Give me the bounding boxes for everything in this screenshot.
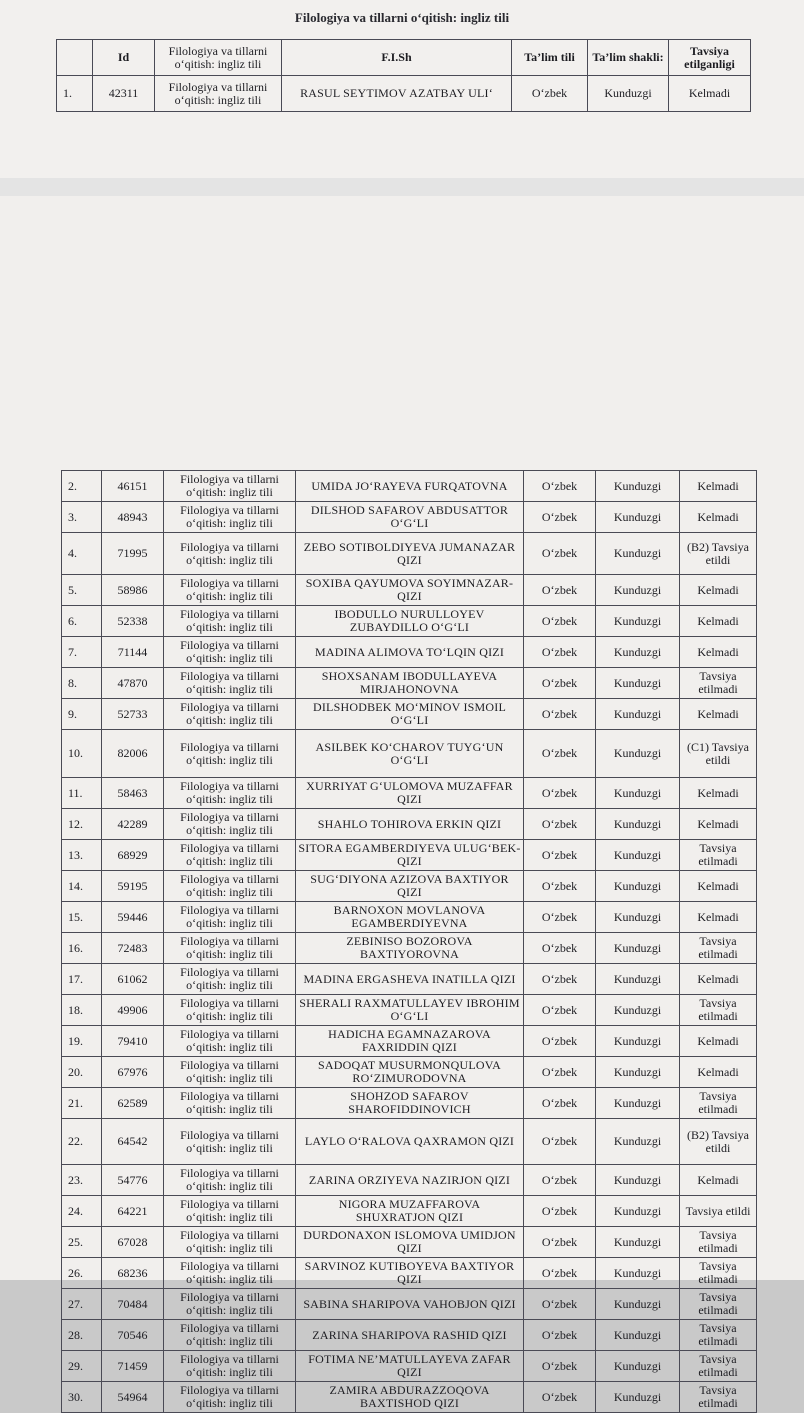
row-specialty: Filologiya va tillarni o‘qitish: ingliz tili	[164, 575, 296, 606]
row-id: 72483	[102, 933, 164, 964]
row-full-name: LAYLO O‘RALOVA QAXRAMON QIZI	[296, 1119, 524, 1165]
results-table-page-two	[61, 470, 757, 1413]
row-recommendation: Kelmadi	[680, 575, 757, 606]
table-row	[62, 840, 757, 871]
header-recommendation: Tavsiya etilganligi	[669, 40, 751, 76]
row-language: O‘zbek	[524, 1258, 596, 1289]
row-specialty: Filologiya va tillarni o‘qitish: ingliz tili	[164, 1119, 296, 1165]
row-language: O‘zbek	[524, 809, 596, 840]
table-row	[62, 471, 757, 502]
row-id: 70484	[102, 1289, 164, 1320]
row-recommendation: Kelmadi	[680, 606, 757, 637]
row-number: 17.	[62, 964, 102, 995]
row-specialty: Filologiya va tillarni o‘qitish: ingliz tili	[164, 533, 296, 575]
row-recommendation: (B2) Tavsiya etildi	[680, 1119, 757, 1165]
row-full-name: BARNOXON MOVLANOVA EGAMBERDIYEVNA	[296, 902, 524, 933]
row-id: 70546	[102, 1320, 164, 1351]
row-id: 52733	[102, 699, 164, 730]
row-full-name: SABINA SHARIPOVA VAHOBJON QIZI	[296, 1289, 524, 1320]
row-recommendation: Kelmadi	[680, 1057, 757, 1088]
row-language: O‘zbek	[524, 1119, 596, 1165]
row-study-form: Kunduzgi	[596, 1165, 680, 1196]
table-row	[62, 1258, 757, 1289]
row-full-name: ZARINA SHARIPOVA RASHID QIZI	[296, 1320, 524, 1351]
row-recommendation: (B2) Tavsiya etildi	[680, 533, 757, 575]
table-row	[62, 502, 757, 533]
row-study-form: Kunduzgi	[596, 1227, 680, 1258]
table-row	[62, 1320, 757, 1351]
row-study-form: Kunduzgi	[596, 1258, 680, 1289]
row-number: 14.	[62, 871, 102, 902]
row-specialty: Filologiya va tillarni o‘qitish: ingliz tili	[164, 699, 296, 730]
row-id: 71995	[102, 533, 164, 575]
row-language: O‘zbek	[524, 730, 596, 778]
row-recommendation: Kelmadi	[669, 76, 751, 112]
row-full-name: SUG‘DIYONA AZIZOVA BAXTIYOR QIZI	[296, 871, 524, 902]
row-recommendation: Tavsiya etilmadi	[680, 933, 757, 964]
table-row	[62, 809, 757, 840]
row-id: 71459	[102, 1351, 164, 1382]
table-row	[62, 699, 757, 730]
row-full-name: SITORA EGAMBERDIYEVA ULUG‘BEK-QIZI	[296, 840, 524, 871]
row-study-form: Kunduzgi	[596, 964, 680, 995]
row-id: 62589	[102, 1088, 164, 1119]
row-id: 52338	[102, 606, 164, 637]
row-full-name: SADOQAT MUSURMONQULOVA RO‘ZIMURODOVNA	[296, 1057, 524, 1088]
table-row	[62, 575, 757, 606]
row-specialty: Filologiya va tillarni o‘qitish: ingliz tili	[164, 871, 296, 902]
row-id: 79410	[102, 1026, 164, 1057]
row-recommendation: Kelmadi	[680, 1026, 757, 1057]
row-language: O‘zbek	[524, 964, 596, 995]
row-recommendation: Tavsiya etilmadi	[680, 1088, 757, 1119]
row-full-name: ZEBO SOTIBOLDIYEVA JUMANAZAR QIZI	[296, 533, 524, 575]
row-id: 49906	[102, 995, 164, 1026]
row-study-form: Kunduzgi	[596, 471, 680, 502]
row-study-form: Kunduzgi	[596, 778, 680, 809]
row-full-name: MADINA ERGASHEVA INATILLA QIZI	[296, 964, 524, 995]
row-id: 68929	[102, 840, 164, 871]
row-number: 27.	[62, 1289, 102, 1320]
row-number: 20.	[62, 1057, 102, 1088]
row-language: O‘zbek	[524, 575, 596, 606]
row-specialty: Filologiya va tillarni o‘qitish: ingliz tili	[164, 1227, 296, 1258]
row-number: 12.	[62, 809, 102, 840]
row-recommendation: Kelmadi	[680, 1165, 757, 1196]
row-study-form: Kunduzgi	[596, 1088, 680, 1119]
row-specialty: Filologiya va tillarni o‘qitish: ingliz tili	[164, 730, 296, 778]
row-language: O‘zbek	[524, 1351, 596, 1382]
table-row	[62, 871, 757, 902]
row-full-name: NIGORA MUZAFFAROVA SHUXRATJON QIZI	[296, 1196, 524, 1227]
row-number: 26.	[62, 1258, 102, 1289]
row-specialty: Filologiya va tillarni o‘qitish: ingliz tili	[164, 809, 296, 840]
row-specialty: Filologiya va tillarni o‘qitish: ingliz tili	[164, 502, 296, 533]
row-number: 22.	[62, 1119, 102, 1165]
row-id: 61062	[102, 964, 164, 995]
row-language: O‘zbek	[524, 902, 596, 933]
row-recommendation: Tavsiya etilmadi	[680, 995, 757, 1026]
row-recommendation: Kelmadi	[680, 637, 757, 668]
row-recommendation: Tavsiya etilmadi	[680, 1227, 757, 1258]
results-table-page-one	[56, 39, 751, 112]
row-study-form: Kunduzgi	[596, 1382, 680, 1413]
row-specialty: Filologiya va tillarni o‘qitish: ingliz tili	[155, 76, 282, 112]
row-number: 21.	[62, 1088, 102, 1119]
row-number: 8.	[62, 668, 102, 699]
page-two	[0, 196, 804, 1410]
table-row	[62, 606, 757, 637]
row-specialty: Filologiya va tillarni o‘qitish: ingliz tili	[164, 1320, 296, 1351]
row-id: 48943	[102, 502, 164, 533]
row-recommendation: Tavsiya etilmadi	[680, 840, 757, 871]
row-study-form: Kunduzgi	[588, 76, 669, 112]
row-language: O‘zbek	[524, 1289, 596, 1320]
row-language: O‘zbek	[524, 1026, 596, 1057]
table-row	[62, 778, 757, 809]
row-full-name: DILSHOD SAFAROV ABDUSATTOR O‘G‘LI	[296, 502, 524, 533]
header-full-name: F.I.Sh	[282, 40, 512, 76]
row-recommendation: Tavsiya etilmadi	[680, 1382, 757, 1413]
row-id: 67976	[102, 1057, 164, 1088]
row-language: O‘zbek	[524, 699, 596, 730]
document-title: Filologiya va tillarni o‘qitish: ingliz tili	[294, 10, 510, 25]
row-id: 54776	[102, 1165, 164, 1196]
row-study-form: Kunduzgi	[596, 1289, 680, 1320]
row-id: 58986	[102, 575, 164, 606]
row-number: 3.	[62, 502, 102, 533]
row-number: 2.	[62, 471, 102, 502]
row-id: 54964	[102, 1382, 164, 1413]
table-row	[62, 1351, 757, 1382]
row-specialty: Filologiya va tillarni o‘qitish: ingliz tili	[164, 1165, 296, 1196]
row-number: 24.	[62, 1196, 102, 1227]
row-language: O‘zbek	[512, 76, 588, 112]
row-id: 47870	[102, 668, 164, 699]
table-row	[62, 668, 757, 699]
row-specialty: Filologiya va tillarni o‘qitish: ingliz tili	[164, 1289, 296, 1320]
row-recommendation: Tavsiya etilmadi	[680, 1289, 757, 1320]
row-full-name: FOTIMA NE’MATULLAYEVA ZAFAR QIZI	[296, 1351, 524, 1382]
row-language: O‘zbek	[524, 995, 596, 1026]
table-row	[57, 76, 751, 112]
row-study-form: Kunduzgi	[596, 730, 680, 778]
table-row	[62, 637, 757, 668]
row-recommendation: Tavsiya etilmadi	[680, 1258, 757, 1289]
row-number: 10.	[62, 730, 102, 778]
row-number: 18.	[62, 995, 102, 1026]
table-row	[62, 933, 757, 964]
row-full-name: ZAMIRA ABDURAZZOQOVA BAXTISHOD QIZI	[296, 1382, 524, 1413]
row-specialty: Filologiya va tillarni o‘qitish: ingliz tili	[164, 964, 296, 995]
row-specialty: Filologiya va tillarni o‘qitish: ingliz tili	[164, 995, 296, 1026]
header-specialty: Filologiya va tillarni o‘qitish: ingliz tili	[155, 40, 282, 76]
row-study-form: Kunduzgi	[596, 1119, 680, 1165]
header-language: Ta’lim tili	[512, 40, 588, 76]
row-recommendation: Tavsiya etilmadi	[680, 668, 757, 699]
row-full-name: IBODULLO NURULLOYEV ZUBAYDILLO O‘G‘LI	[296, 606, 524, 637]
row-specialty: Filologiya va tillarni o‘qitish: ingliz tili	[164, 1351, 296, 1382]
row-number: 4.	[62, 533, 102, 575]
row-study-form: Kunduzgi	[596, 933, 680, 964]
row-language: O‘zbek	[524, 1057, 596, 1088]
row-language: O‘zbek	[524, 471, 596, 502]
table-row	[62, 1227, 757, 1258]
row-full-name: SARVINOZ KUTIBOYEVA BAXTIYOR QIZI	[296, 1258, 524, 1289]
row-specialty: Filologiya va tillarni o‘qitish: ingliz tili	[164, 902, 296, 933]
row-language: O‘zbek	[524, 1382, 596, 1413]
table-row	[62, 730, 757, 778]
row-number: 16.	[62, 933, 102, 964]
row-number: 30.	[62, 1382, 102, 1413]
row-language: O‘zbek	[524, 668, 596, 699]
row-recommendation: Kelmadi	[680, 471, 757, 502]
row-study-form: Kunduzgi	[596, 1351, 680, 1382]
row-id: 59195	[102, 871, 164, 902]
row-study-form: Kunduzgi	[596, 699, 680, 730]
row-study-form: Kunduzgi	[596, 995, 680, 1026]
table-row	[62, 902, 757, 933]
row-specialty: Filologiya va tillarni o‘qitish: ingliz tili	[164, 1057, 296, 1088]
row-specialty: Filologiya va tillarni o‘qitish: ingliz tili	[164, 778, 296, 809]
table-row	[62, 1165, 757, 1196]
table-row	[62, 533, 757, 575]
row-full-name: XURRIYAT G‘ULOMOVA MUZAFFAR QIZI	[296, 778, 524, 809]
row-language: O‘zbek	[524, 840, 596, 871]
row-study-form: Kunduzgi	[596, 668, 680, 699]
row-language: O‘zbek	[524, 1320, 596, 1351]
table-row	[62, 964, 757, 995]
row-full-name: SOXIBA QAYUMOVA SOYIMNAZAR-QIZI	[296, 575, 524, 606]
row-study-form: Kunduzgi	[596, 902, 680, 933]
row-language: O‘zbek	[524, 933, 596, 964]
row-recommendation: Tavsiya etilmadi	[680, 1320, 757, 1351]
row-study-form: Kunduzgi	[596, 637, 680, 668]
table-row	[62, 1026, 757, 1057]
table-row	[62, 1119, 757, 1165]
row-full-name: SHERALI RAXMATULLAYEV IBROHIM O‘G‘LI	[296, 995, 524, 1026]
row-recommendation: Kelmadi	[680, 964, 757, 995]
row-id: 46151	[102, 471, 164, 502]
row-recommendation: Kelmadi	[680, 778, 757, 809]
row-specialty: Filologiya va tillarni o‘qitish: ingliz tili	[164, 1026, 296, 1057]
row-language: O‘zbek	[524, 1227, 596, 1258]
row-id: 58463	[102, 778, 164, 809]
row-study-form: Kunduzgi	[596, 840, 680, 871]
row-recommendation: Kelmadi	[680, 902, 757, 933]
table-row	[62, 1057, 757, 1088]
row-id: 64542	[102, 1119, 164, 1165]
table-header-row	[57, 40, 751, 76]
row-recommendation: Kelmadi	[680, 809, 757, 840]
row-specialty: Filologiya va tillarni o‘qitish: ingliz tili	[164, 1196, 296, 1227]
row-specialty: Filologiya va tillarni o‘qitish: ingliz tili	[164, 637, 296, 668]
row-full-name: HADICHA EGAMNAZAROVA FAXRIDDIN QIZI	[296, 1026, 524, 1057]
row-number: 23.	[62, 1165, 102, 1196]
row-id: 64221	[102, 1196, 164, 1227]
row-number: 1.	[57, 76, 93, 112]
row-full-name: DURDONAXON ISLOMOVA UMIDJON QIZI	[296, 1227, 524, 1258]
row-number: 9.	[62, 699, 102, 730]
row-recommendation: Tavsiya etilmadi	[680, 1351, 757, 1382]
row-language: O‘zbek	[524, 778, 596, 809]
row-recommendation: Kelmadi	[680, 871, 757, 902]
row-number: 7.	[62, 637, 102, 668]
row-id: 59446	[102, 902, 164, 933]
row-study-form: Kunduzgi	[596, 606, 680, 637]
row-study-form: Kunduzgi	[596, 1057, 680, 1088]
row-recommendation: Kelmadi	[680, 502, 757, 533]
row-full-name: RASUL SEYTIMOV AZATBAY ULI‘	[282, 76, 512, 112]
row-id: 42289	[102, 809, 164, 840]
row-language: O‘zbek	[524, 871, 596, 902]
row-id: 68236	[102, 1258, 164, 1289]
row-number: 25.	[62, 1227, 102, 1258]
row-language: O‘zbek	[524, 533, 596, 575]
table-row	[62, 1088, 757, 1119]
row-full-name: ZARINA ORZIYEVA NAZIRJON QIZI	[296, 1165, 524, 1196]
row-full-name: ASILBEK KO‘CHAROV TUYG‘UN O‘G‘LI	[296, 730, 524, 778]
row-language: O‘zbek	[524, 637, 596, 668]
table-row	[62, 1196, 757, 1227]
row-number: 15.	[62, 902, 102, 933]
row-number: 13.	[62, 840, 102, 871]
row-number: 29.	[62, 1351, 102, 1382]
row-study-form: Kunduzgi	[596, 575, 680, 606]
header-id: Id	[93, 40, 155, 76]
row-language: O‘zbek	[524, 1088, 596, 1119]
row-study-form: Kunduzgi	[596, 871, 680, 902]
row-study-form: Kunduzgi	[596, 809, 680, 840]
row-number: 11.	[62, 778, 102, 809]
row-language: O‘zbek	[524, 1165, 596, 1196]
row-specialty: Filologiya va tillarni o‘qitish: ingliz tili	[164, 840, 296, 871]
row-study-form: Kunduzgi	[596, 1026, 680, 1057]
row-specialty: Filologiya va tillarni o‘qitish: ingliz tili	[164, 471, 296, 502]
row-specialty: Filologiya va tillarni o‘qitish: ingliz tili	[164, 1258, 296, 1289]
row-full-name: DILSHODBEK MO‘MINOV ISMOIL O‘G‘LI	[296, 699, 524, 730]
table-row	[62, 995, 757, 1026]
row-full-name: UMIDA JO‘RAYEVA FURQATOVNA	[296, 471, 524, 502]
row-specialty: Filologiya va tillarni o‘qitish: ingliz tili	[164, 1088, 296, 1119]
row-recommendation: Tavsiya etildi	[680, 1196, 757, 1227]
row-id: 67028	[102, 1227, 164, 1258]
row-id: 82006	[102, 730, 164, 778]
row-number: 28.	[62, 1320, 102, 1351]
row-specialty: Filologiya va tillarni o‘qitish: ingliz tili	[164, 933, 296, 964]
row-specialty: Filologiya va tillarni o‘qitish: ingliz tili	[164, 668, 296, 699]
row-full-name: SHOHZOD SAFAROV SHAROFIDDINOVICH	[296, 1088, 524, 1119]
row-study-form: Kunduzgi	[596, 1320, 680, 1351]
row-recommendation: (C1) Tavsiya etildi	[680, 730, 757, 778]
header-number	[57, 40, 93, 76]
row-full-name: MADINA ALIMOVA TO‘LQIN QIZI	[296, 637, 524, 668]
row-number: 6.	[62, 606, 102, 637]
row-id: 71144	[102, 637, 164, 668]
row-number: 5.	[62, 575, 102, 606]
table-row	[62, 1289, 757, 1320]
row-language: O‘zbek	[524, 1196, 596, 1227]
row-study-form: Kunduzgi	[596, 502, 680, 533]
row-recommendation: Kelmadi	[680, 699, 757, 730]
table-row	[62, 1382, 757, 1413]
row-language: O‘zbek	[524, 502, 596, 533]
row-language: O‘zbek	[524, 606, 596, 637]
page-separator	[0, 178, 804, 196]
page-one	[0, 0, 804, 178]
header-study-form: Ta’lim shakli:	[588, 40, 669, 76]
row-full-name: SHOXSANAM IBODULLAYEVA MIRJAHONOVNA	[296, 668, 524, 699]
row-id: 42311	[93, 76, 155, 112]
row-number: 19.	[62, 1026, 102, 1057]
row-study-form: Kunduzgi	[596, 1196, 680, 1227]
row-study-form: Kunduzgi	[596, 533, 680, 575]
row-specialty: Filologiya va tillarni o‘qitish: ingliz tili	[164, 1382, 296, 1413]
row-full-name: SHAHLO TOHIROVA ERKIN QIZI	[296, 809, 524, 840]
row-specialty: Filologiya va tillarni o‘qitish: ingliz tili	[164, 606, 296, 637]
row-full-name: ZEBINISO BOZOROVA BAXTIYOROVNA	[296, 933, 524, 964]
